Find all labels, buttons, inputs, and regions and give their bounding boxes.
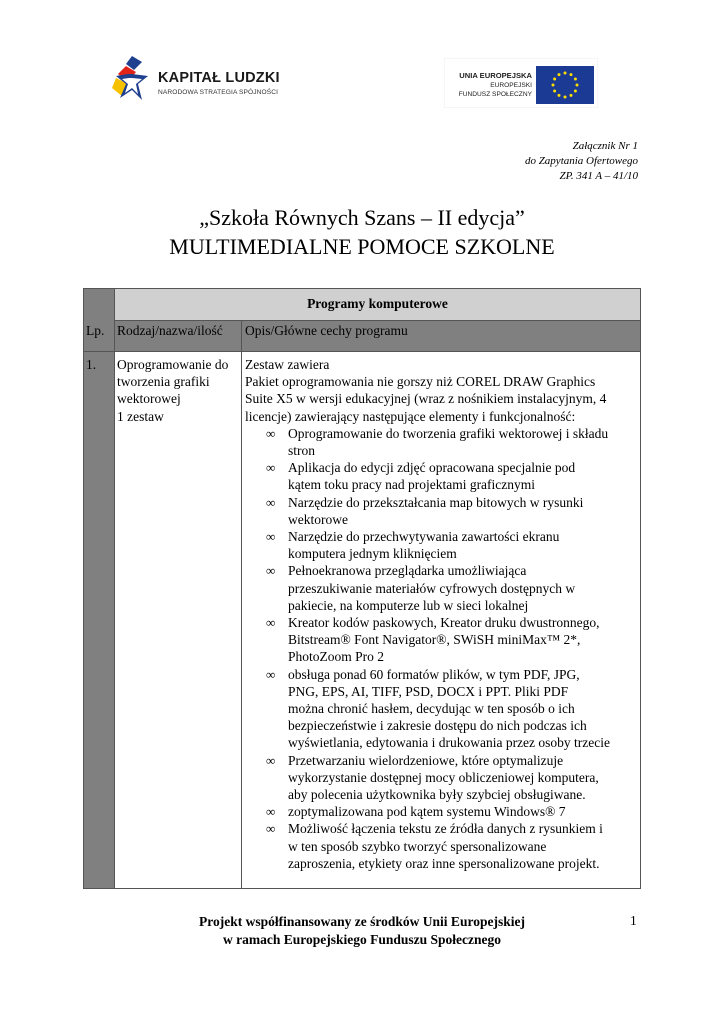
feature-line: PNG, EPS, AI, TIFF, PSD, DOCX i PPT. Pliki PDF: [288, 683, 569, 699]
kapital-ludzki-emblem-icon: [112, 54, 160, 106]
feature-list-item: [245, 614, 639, 666]
document-subtitle: MULTIMEDIALNE POMOCE SZKOLNE: [169, 234, 555, 259]
infinity-bullet-icon: ∞: [266, 666, 276, 682]
infinity-bullet-icon: ∞: [266, 494, 276, 510]
description-intro-line: licencje) zawierający następujące elementy i funkcjonalność:: [245, 408, 576, 424]
eu-label-social-fund: FUNDUSZ SPOŁECZNY: [458, 91, 532, 98]
infinity-bullet-icon: ∞: [266, 804, 276, 820]
infinity-bullet-icon: ∞: [266, 425, 276, 441]
column-header-name: Rodzaj/nazwa/ilość: [117, 323, 223, 338]
feature-line: Pełnoekranowa przeglądarka umożliwiająca: [288, 563, 527, 579]
column-header-lp: Lp.: [86, 323, 105, 338]
description-intro-line: Zestaw zawiera: [245, 357, 330, 372]
infinity-bullet-icon: ∞: [266, 529, 276, 545]
feature-list-item: [245, 562, 639, 614]
footer-line-1: Projekt współfinansowany ze środków Unii Europejskiej: [199, 914, 525, 929]
feature-list-item: [245, 459, 639, 493]
feature-line: Przetwarzaniu wielordzeniowe, które optymalizuje: [288, 752, 564, 768]
annex-reference: [525, 139, 638, 184]
feature-line: Aplikacja do edycji zdjęć opracowana specjalnie pod: [288, 460, 576, 476]
description-intro-line: Suite X5 w wersji edukacyjnej (wraz z nośnikiem instalacyjnym, 4: [245, 391, 607, 407]
feature-line: PhotoZoom Pro 2: [288, 649, 385, 665]
infinity-bullet-icon: ∞: [266, 563, 276, 579]
feature-list-item-text: [288, 459, 639, 493]
feature-list-item-text: [288, 752, 639, 804]
feature-line: zoptymalizowana pod kątem systemu Windows® 7: [288, 804, 566, 820]
feature-list-item-text: [288, 820, 639, 872]
footer-line-2: w ramach Europejskiego Funduszu Społecznego: [222, 932, 502, 947]
feature-list-item: [245, 666, 639, 752]
feature-list-item: [245, 820, 639, 872]
feature-list-item: [245, 494, 639, 528]
feature-line: Narzędzie do przekształcania map bitowych w rysunki: [288, 494, 584, 510]
feature-list-item-text: [288, 425, 639, 459]
infinity-bullet-icon: ∞: [266, 460, 276, 476]
feature-line: komputera jednym kliknięciem: [288, 546, 457, 562]
feature-line: pakiecie, na komputerze lub w sieci lokalnej: [288, 597, 529, 613]
row-1-lp: 1.: [86, 357, 97, 372]
feature-list-item: [245, 425, 639, 459]
feature-line: wyświetlania, edytowania i drukowania przez osoby trzecie: [288, 735, 611, 751]
table-divider: [114, 288, 115, 889]
feature-line: bezpieczeństwie i zakresie dostępu do nich podczas ich: [288, 718, 587, 734]
row-1-name-line: wektorowej: [117, 391, 181, 407]
infinity-bullet-icon: ∞: [266, 752, 276, 768]
table-divider: [83, 351, 641, 352]
feature-list-item-text: [288, 803, 639, 820]
feature-line: zaproszenia, etykiety oraz inne spersonalizowane projekt.: [288, 855, 600, 871]
infinity-bullet-icon: ∞: [266, 821, 276, 837]
feature-list-item: [245, 528, 639, 562]
feature-line: stron: [288, 443, 315, 459]
annex-line-3: ZP. 341 A – 41/10: [559, 170, 638, 182]
page-number: 1: [630, 913, 637, 928]
feature-line: w ten sposób szybko tworzyć spersonalizowane: [288, 838, 547, 854]
row-1-name-line: 1 zestaw: [117, 408, 164, 424]
feature-line: można chronić hasłem, decydując w ten sposób o ich: [288, 701, 575, 717]
row-1-name: [117, 356, 242, 425]
feature-list-item: [245, 752, 639, 804]
row-1-name-line: Oprogramowanie do: [117, 357, 229, 372]
row-1-description: [245, 356, 639, 872]
kapital-ludzki-title: KAPITAŁ LUDZKI: [158, 70, 280, 86]
feature-list-item-text: [288, 666, 639, 752]
feature-line: obsługa ponad 60 formatów plików, w tym PDF, JPG,: [288, 666, 580, 682]
feature-line: Narzędzie do przechwytywania zawartości ekranu: [288, 529, 560, 545]
feature-line: przeszukiwanie materiałów cyfrowych dostępnych w: [288, 580, 576, 596]
feature-line: wektorowe: [288, 511, 348, 527]
annex-line-1: Załącznik Nr 1: [572, 140, 638, 152]
feature-line: kątem toku pracy nad projektami graficznymi: [288, 477, 536, 493]
eu-label-union: UNIA EUROPEJSKA: [459, 71, 532, 80]
feature-list-item-text: [288, 562, 639, 614]
feature-list-item-text: [288, 614, 639, 666]
description-intro-line: Pakiet oprogramowania nie gorszy niż COREL DRAW Graphics: [245, 374, 596, 390]
section-header-programs: Programy komputerowe: [307, 296, 448, 311]
column-header-description: Opis/Główne cechy programu: [245, 323, 408, 338]
document-title: „Szkoła Równych Szans – II edycja”: [199, 205, 525, 230]
infinity-bullet-icon: ∞: [266, 615, 276, 631]
feature-line: aby polecenia użytkownika były szybciej obsługiwane.: [288, 787, 586, 803]
feature-list-item-text: [288, 494, 639, 528]
feature-line: Oprogramowanie do tworzenia grafiki wektorowej i składu: [288, 425, 609, 441]
kapital-ludzki-subtitle: NARODOWA STRATEGIA SPÓJNOŚCI: [158, 89, 279, 96]
row-1-name-line: tworzenia grafiki: [117, 374, 210, 390]
eu-label-european: EUROPEJSKI: [490, 82, 532, 89]
feature-list: [245, 425, 639, 872]
feature-line: wykorzystanie dostępnej mocy obliczeniowej komputera,: [288, 769, 599, 785]
feature-list-item-text: [288, 528, 639, 562]
footer-cofinancing-note: [0, 913, 724, 949]
annex-line-2: do Zapytania Ofertowego: [524, 155, 638, 167]
feature-line: Kreator kodów paskowych, Kreator druku dwustronnego,: [288, 615, 600, 631]
feature-list-item: [245, 803, 639, 820]
feature-line: Możliwość łączenia tekstu ze źródła danych z rysunkiem i: [288, 821, 603, 837]
feature-line: Bitstream® Font Navigator®, SWiSH miniMax™ 2*,: [288, 632, 581, 648]
table-divider: [114, 320, 641, 321]
